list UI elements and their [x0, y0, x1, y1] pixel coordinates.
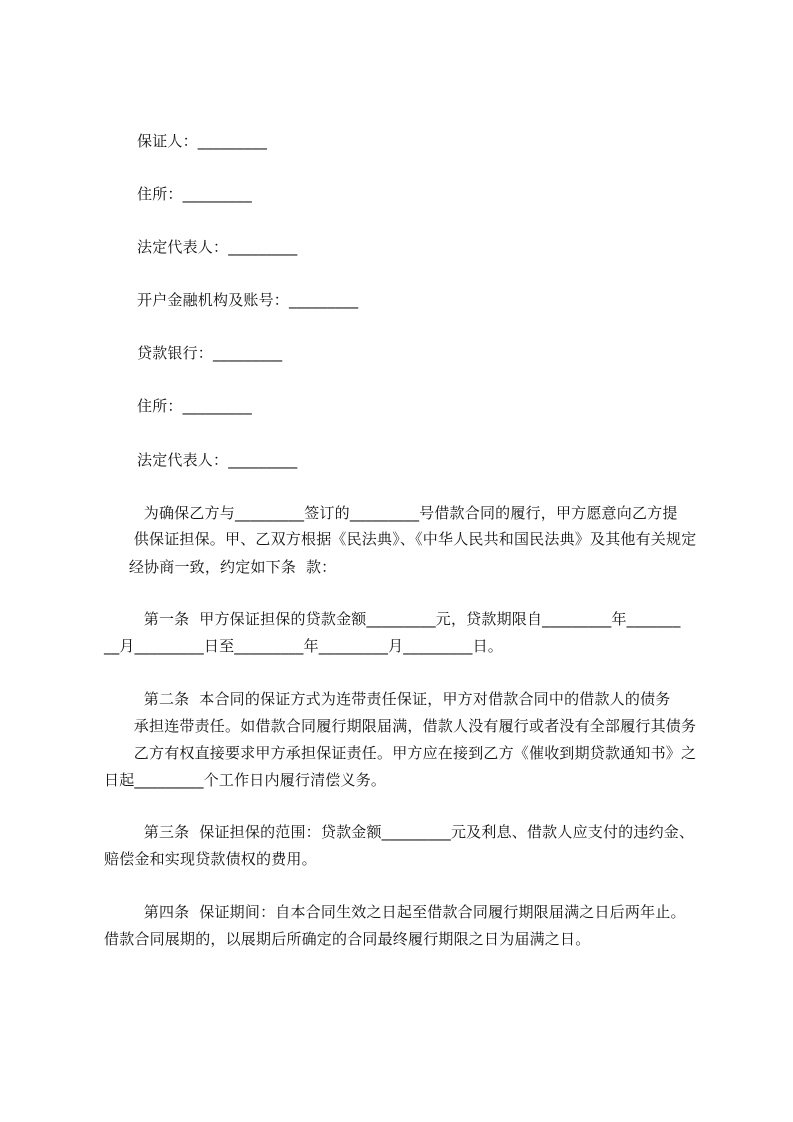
- guarantor-legal-rep-field: 法定代表人：_________: [137, 238, 298, 256]
- preamble-line-2: 供保证担保。甲、乙双方根据《民法典》、《中华人民共和国民法典》及其他有关规定: [104, 530, 697, 548]
- article-1-line-2: __月_________日至_________年_________月_________日。: [104, 637, 504, 655]
- article-2-line-1: 第二条 本合同的保证方式为连带责任保证，甲方对借款合同中的借款人的债务: [104, 690, 671, 708]
- article-1-line-1: 第一条 甲方保证担保的贷款金额_________元，贷款期限自_________年_______: [104, 610, 681, 628]
- bank-address-field: 住所：_________: [137, 397, 252, 415]
- bank-legal-rep-field: 法定代表人：_________: [137, 451, 298, 469]
- guarantor-address-field: 住所：_________: [137, 185, 252, 203]
- preamble-line-3: 经协商一致，约定如下条 款：: [104, 558, 337, 576]
- article-2-line-2: 承担连带责任。如借款合同履行期限届满，借款人没有履行或者没有全部履行其债务: [104, 717, 697, 735]
- preamble-line-1: 为确保乙方与_________签订的_________号借款合同的履行，甲方愿意向乙方提: [104, 504, 678, 522]
- article-3-line-1: 第三条 保证担保的范围：贷款金额_________元及利息、借款人应支付的违约金、: [104, 823, 695, 841]
- guarantor-field: 保证人：_________: [137, 132, 268, 150]
- lending-bank-field: 贷款银行：_________: [137, 344, 283, 362]
- article-4-line-1: 第四条 保证期间：自本合同生效之日起至借款合同履行期限届满之日后两年止。: [104, 903, 686, 921]
- article-2-line-4: 日起_________个工作日内履行清偿义务。: [104, 771, 387, 789]
- bank-account-field: 开户金融机构及账号：_________: [137, 291, 359, 309]
- article-4-line-2: 借款合同展期的，以展期后所确定的合同最终履行期限之日为届满之日。: [104, 930, 591, 948]
- article-2-line-3: 乙方有权直接要求甲方承担保证责任。甲方应在接到乙方《催收到期贷款通知书》之: [104, 744, 697, 762]
- article-3-line-2: 赔偿金和实现贷款债权的费用。: [104, 850, 317, 868]
